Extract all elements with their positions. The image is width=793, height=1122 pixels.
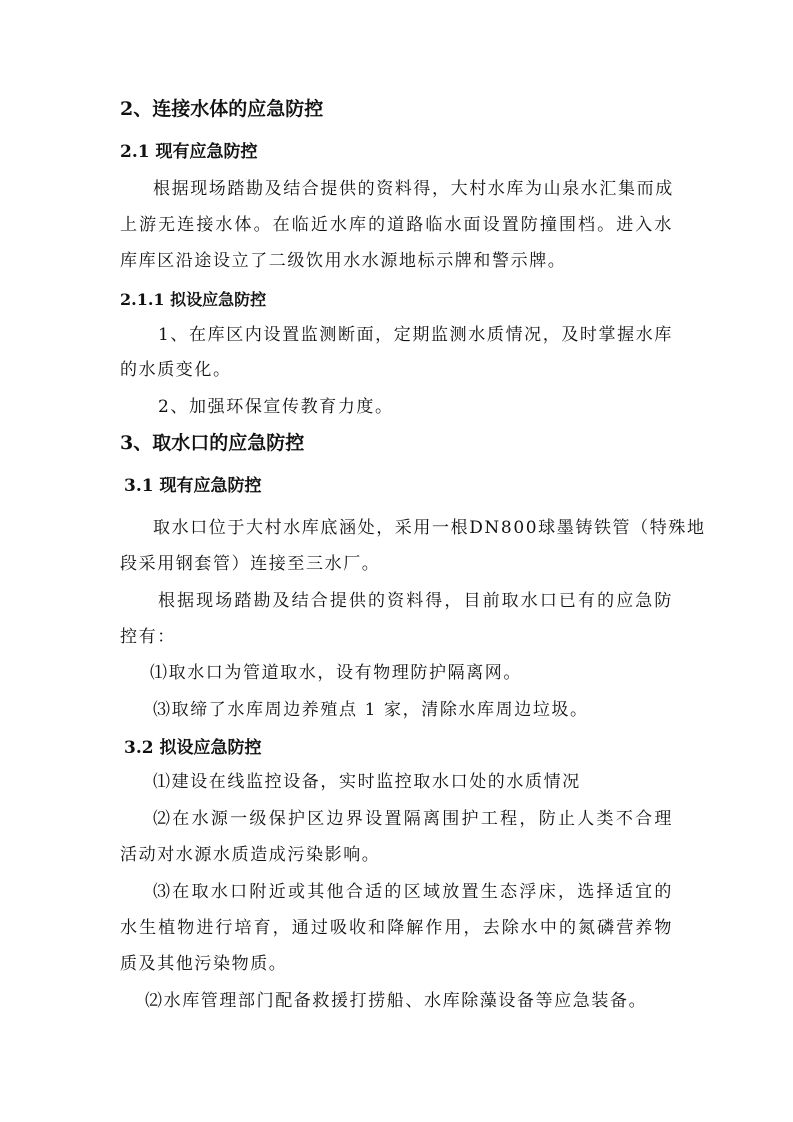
section-3-2-heading: 3.2 拟设应急防控: [124, 738, 262, 758]
section-2-heading: 2、连接水体的应急防控: [120, 98, 324, 120]
paragraph-line: ⑶在取水口附近或其他合适的区域放置生态浮床，选择适宜的: [153, 882, 673, 902]
paragraph-line: ⑶取缔了水库周边养殖点 1 家，清除水库周边垃圾。: [153, 700, 589, 720]
paragraph-line: 1、在库区内设置监测断面，定期监测水质情况，及时掌握水库: [158, 325, 673, 345]
section-3-heading: 3、取水口的应急防控: [120, 432, 305, 454]
paragraph-line: 库库区沿途设立了二级饮用水水源地标示牌和警示牌。: [120, 251, 567, 271]
paragraph-line: ⑵在水源一级保护区边界设置隔离围护工程，防止人类不合理: [153, 809, 673, 829]
paragraph-line: 2、加强环保宣传教育力度。: [158, 397, 394, 417]
paragraph-line: 活动对水源水质造成污染影响。: [120, 845, 381, 865]
paragraph-line: 质及其他污染物质。: [120, 954, 288, 974]
section-2-1-1-heading: 2.1.1 拟设应急防控: [120, 290, 267, 309]
paragraph-line: ⑴建设在线监控设备，实时监控取水口处的水质情况: [153, 772, 581, 792]
paragraph-line: 控有：: [120, 627, 176, 647]
section-3-1-heading: 3.1 现有应急防控: [124, 476, 262, 496]
paragraph-line: 取水口位于大村水库底涵处，采用一根DN800球墨铸铁管（特殊地: [153, 518, 706, 538]
paragraph-line: 根据现场踏勘及结合提供的资料得，大村水库为山泉水汇集而成: [153, 179, 674, 199]
paragraph-line: ⑴取水口为管道取水，设有物理防护隔离网。: [150, 663, 522, 683]
paragraph-line: 段采用钢套管）连接至三水厂。: [120, 554, 381, 574]
section-2-1-heading: 2.1 现有应急防控: [120, 142, 258, 162]
paragraph-line: 水生植物进行培育，通过吸收和降解作用，去除水中的氮磷营养物: [120, 918, 673, 938]
paragraph-line: 的水质变化。: [120, 360, 232, 380]
paragraph-line: 上游无连接水体。在临近水库的道路临水面设置防撞围档。进入水: [120, 215, 673, 235]
paragraph-line: ⑵水库管理部门配备救援打捞船、水库除藻设备等应急装备。: [145, 991, 648, 1011]
paragraph-line: 根据现场踏勘及结合提供的资料得，目前取水口已有的应急防: [158, 591, 673, 611]
